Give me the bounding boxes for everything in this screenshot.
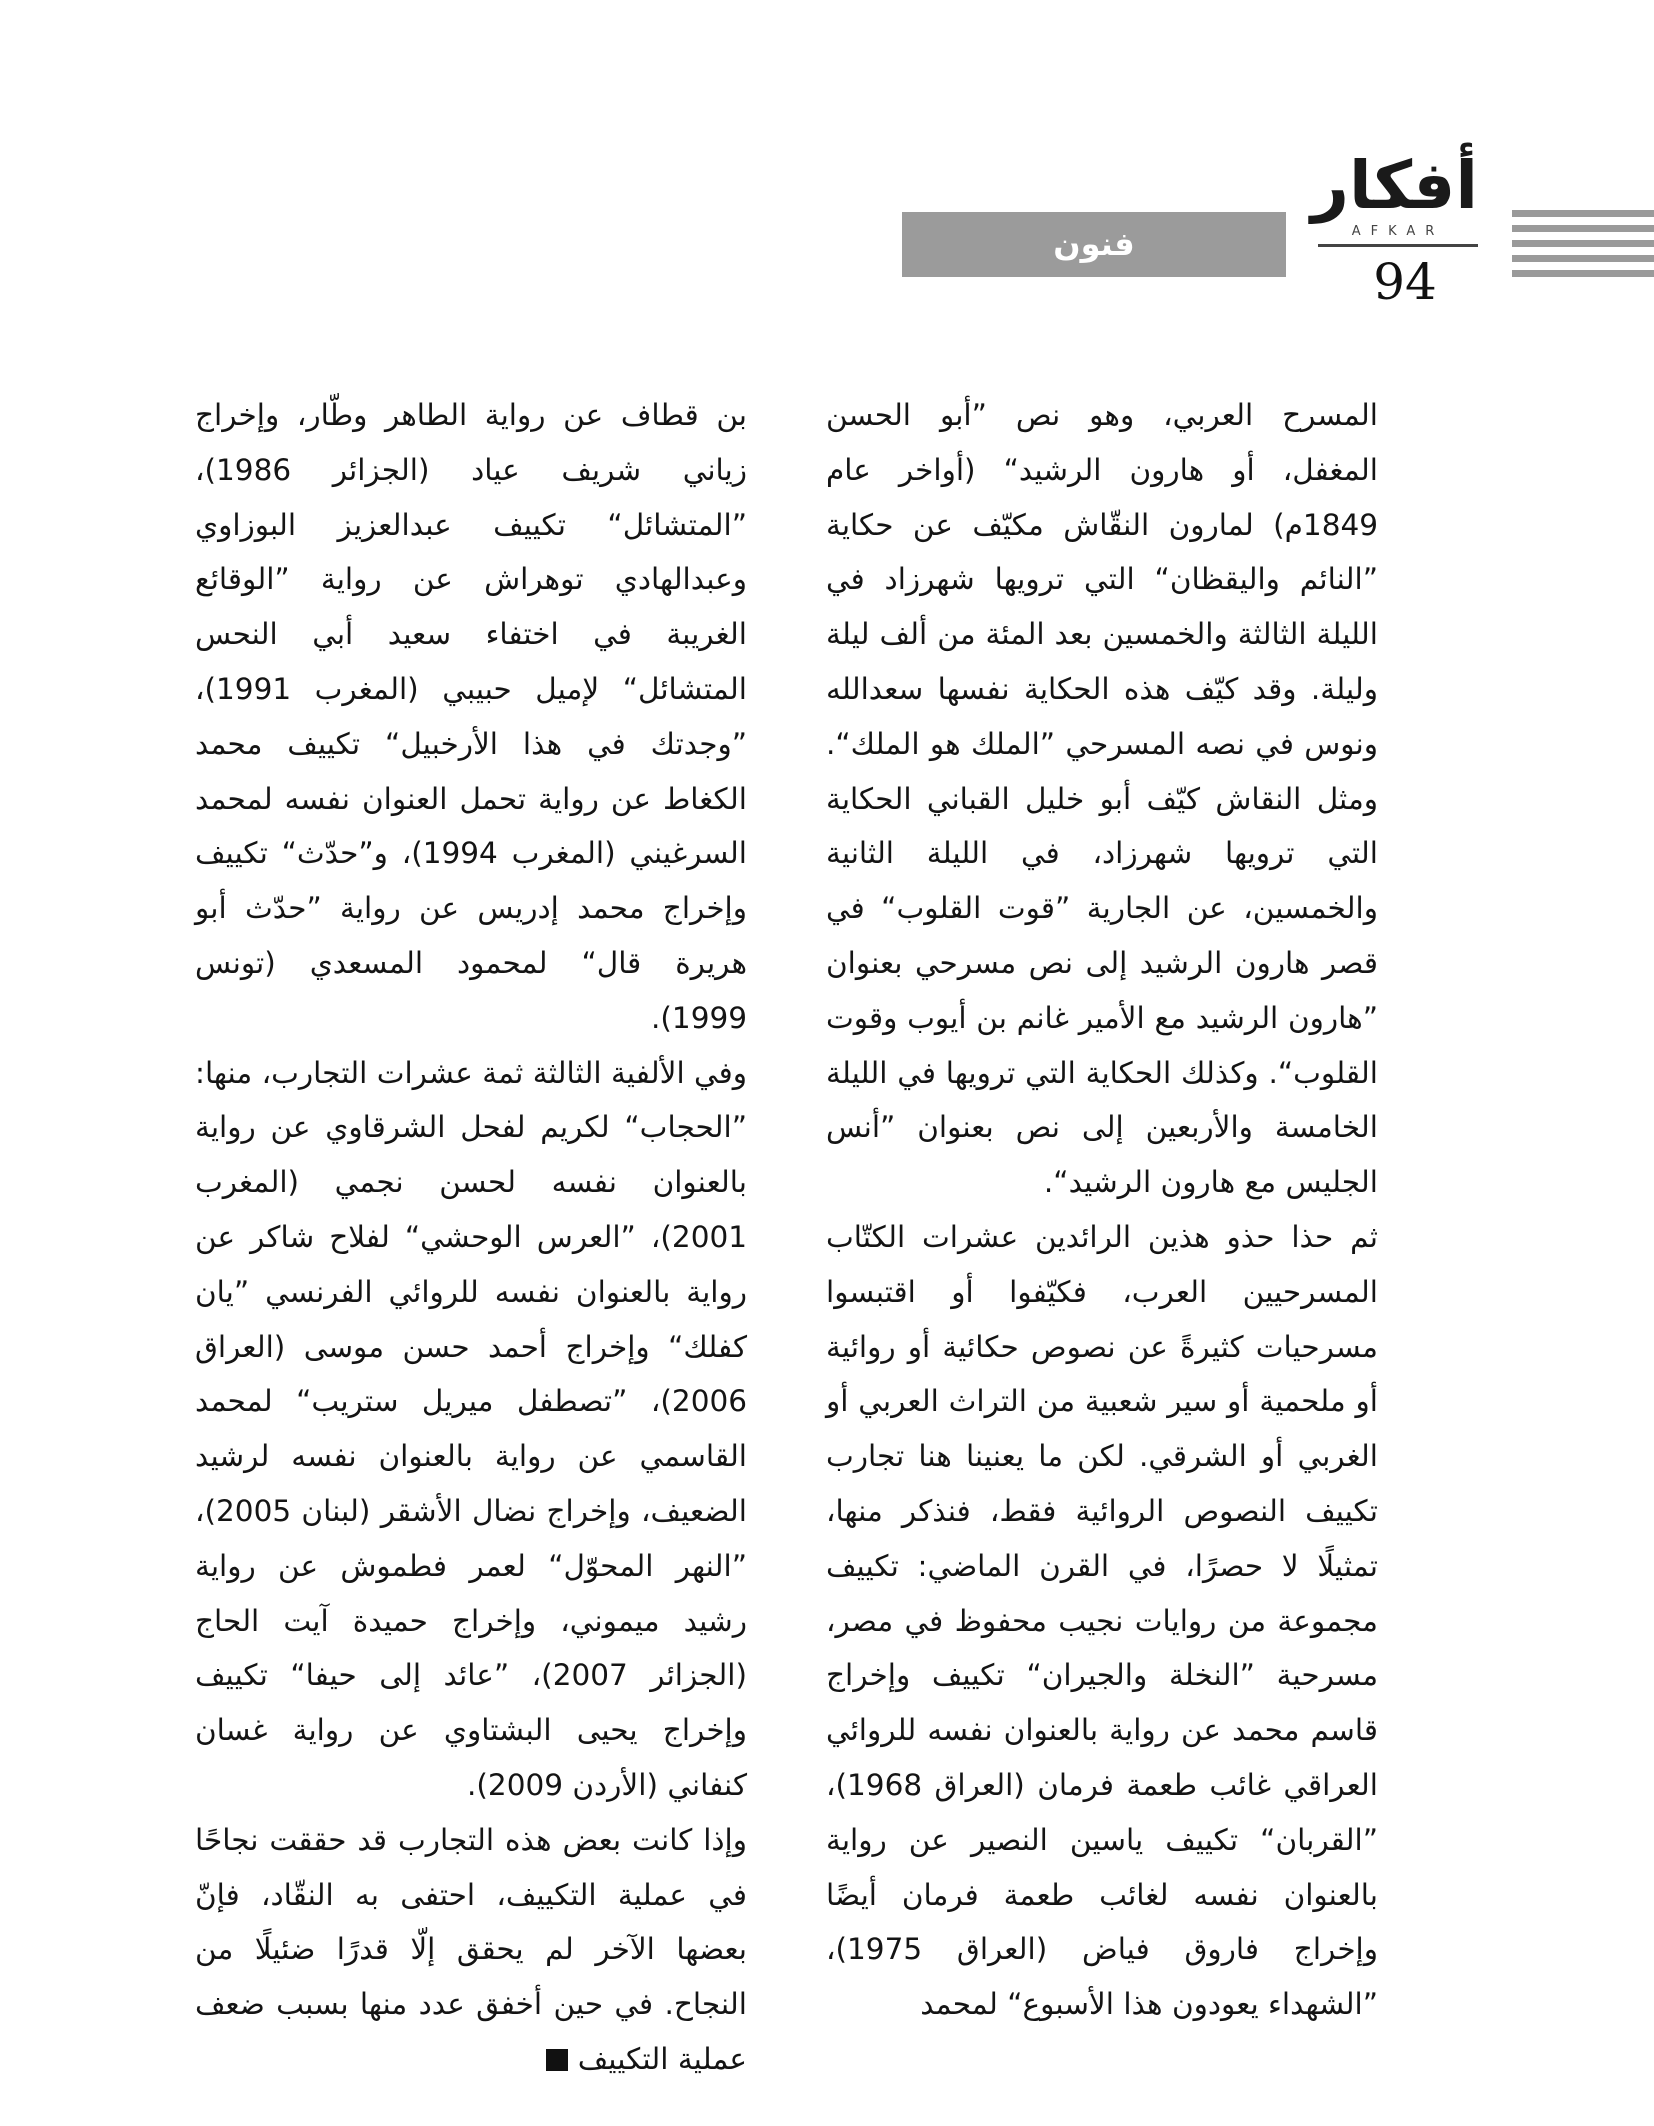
logo-underline	[1318, 244, 1478, 247]
magazine-logo-latin: AFKAR	[1351, 224, 1445, 239]
decorative-stripes	[1512, 210, 1654, 285]
paragraph: المسرح العربي، وهو نص ”أبو الحسن المغفل، أو هارون الرشيد“ (أواخر عام 1849م) لمارون النقّاش مكيّف عن حكاية ”النائم واليقظان“ التي ترويها شهرزاد في الليلة الثالثة والخمسين بعد المئة من ألف ليلة وليلة. وقد كيّف هذه الحكاية نفسها سعدالله ونوس في نصه المسرحي ”الملك هو الملك“. ومثل النقاش كيّف أبو خليل القباني الحكاية التي ترويها شهرزاد، في الليلة الثانية والخمسين، عن الجارية ”قوت القلوب“ في قصر هارون الرشيد إلى نص مسرحي بعنوان ”هارون الرشيد مع الأمير غانم بن أيوب وقوت القلوب“. وكذلك الحكاية التي ترويها في الليلة الخامسة والأربعين إلى نص بعنوان ”أنس الجليس مع هارون الرشيد“.	[826, 398, 1378, 1200]
paragraph: وفي الألفية الثالثة ثمة عشرات التجارب، منها: ”الحجاب“ لكريم لفحل الشرقاوي عن رواية بالعنوان نفسه لحسن نجمي (المغرب 2001)، ”العرس الوحشي“ لفلاح شاكر عن رواية بالعنوان نفسه للروائي الفرنسي ”يان كفلك“ وإخراج أحمد حسن موسى (العراق 2006)، ”تصطفل ميريل ستريب“ لمحمد القاسمي عن رواية بالعنوان نفسه لرشيد الضعيف، وإخراج نضال الأشقر (لبنان 2005)، ”النهر المحوّل“ لعمر فطموش عن رواية رشيد ميموني، وإخراج حميدة آيت الحاج (الجزائر 2007)، ”عائد إلى حيفا“ تكييف وإخراج يحيى البشتاوي عن رواية غسان كنفاني (الأردن 2009).	[195, 1055, 747, 1802]
page-number: 94	[1373, 253, 1437, 311]
paragraph: ثم حذا حذو هذين الرائدين عشرات الكتّاب المسرحيين العرب، فكيّفوا أو اقتبسوا مسرحيات كثيرةً عن نصوص حكائية أو روائية أو ملحمية أو سير شعبية من التراث العربي أو الغربي أو الشرقي. لكن ما يعنينا هنا تجارب تكييف النصوص الروائية فقط، فنذكر منها، تمثيلًا لا حصرًا، في القرن الماضي: تكييف مجموعة من روايات نجيب محفوظ في مصر، مسرحية ”النخلة والجيران“ تكييف وإخراج قاسم محمد عن رواية بالعنوان نفسه للروائي العراقي غائب طعمة فرمان (العراق 1968)، ”القربان“ تكييف ياسين النصير عن رواية بالعنوان نفسه لغائب طعمة فرمان أيضًا وإخراج فاروق فياض (العراق 1975)، ”الشهداء يعودون هذا الأسبوع“ لمحمد	[826, 1219, 1378, 2022]
paragraph-final	[195, 1813, 747, 2087]
section-banner	[902, 212, 1286, 277]
section-title: فنون	[1053, 225, 1135, 263]
magazine-logo: أفكار	[1311, 147, 1478, 224]
article-column-left	[195, 388, 747, 2087]
paragraph-text: وإذا كانت بعض هذه التجارب قد حققت نجاحًا في عملية التكييف، احتفى به النقّاد، فإنّ بعضها الآخر لم يحقق إلّا قدرًا ضئيلًا من النجاح. في حين أخفق عدد منها بسبب ضعف عملية التكييف	[195, 1822, 747, 2076]
article-column-right	[826, 388, 1378, 2032]
end-of-article-icon	[546, 2049, 568, 2071]
paragraph: بن قطاف عن رواية الطاهر وطّار، وإخراج زياني شريف عياد (الجزائر 1986)، ”المتشائل“ تكييف عبدالعزيز البوزاوي وعبدالهادي توهراش عن رواية ”الوقائع الغريبة في اختفاء سعيد أبي النحس المتشائل“ لإميل حبيبي (المغرب 1991)، ”وجدتك في هذا الأرخبيل“ تكييف محمد الكغاط عن رواية تحمل العنوان نفسه لمحمد السرغيني (المغرب 1994)، و”حدّث“ تكييف وإخراج محمد إدريس عن رواية ”حدّث أبو هريرة قال“ لمحمود المسعدي (تونس 1999).	[195, 398, 747, 1035]
